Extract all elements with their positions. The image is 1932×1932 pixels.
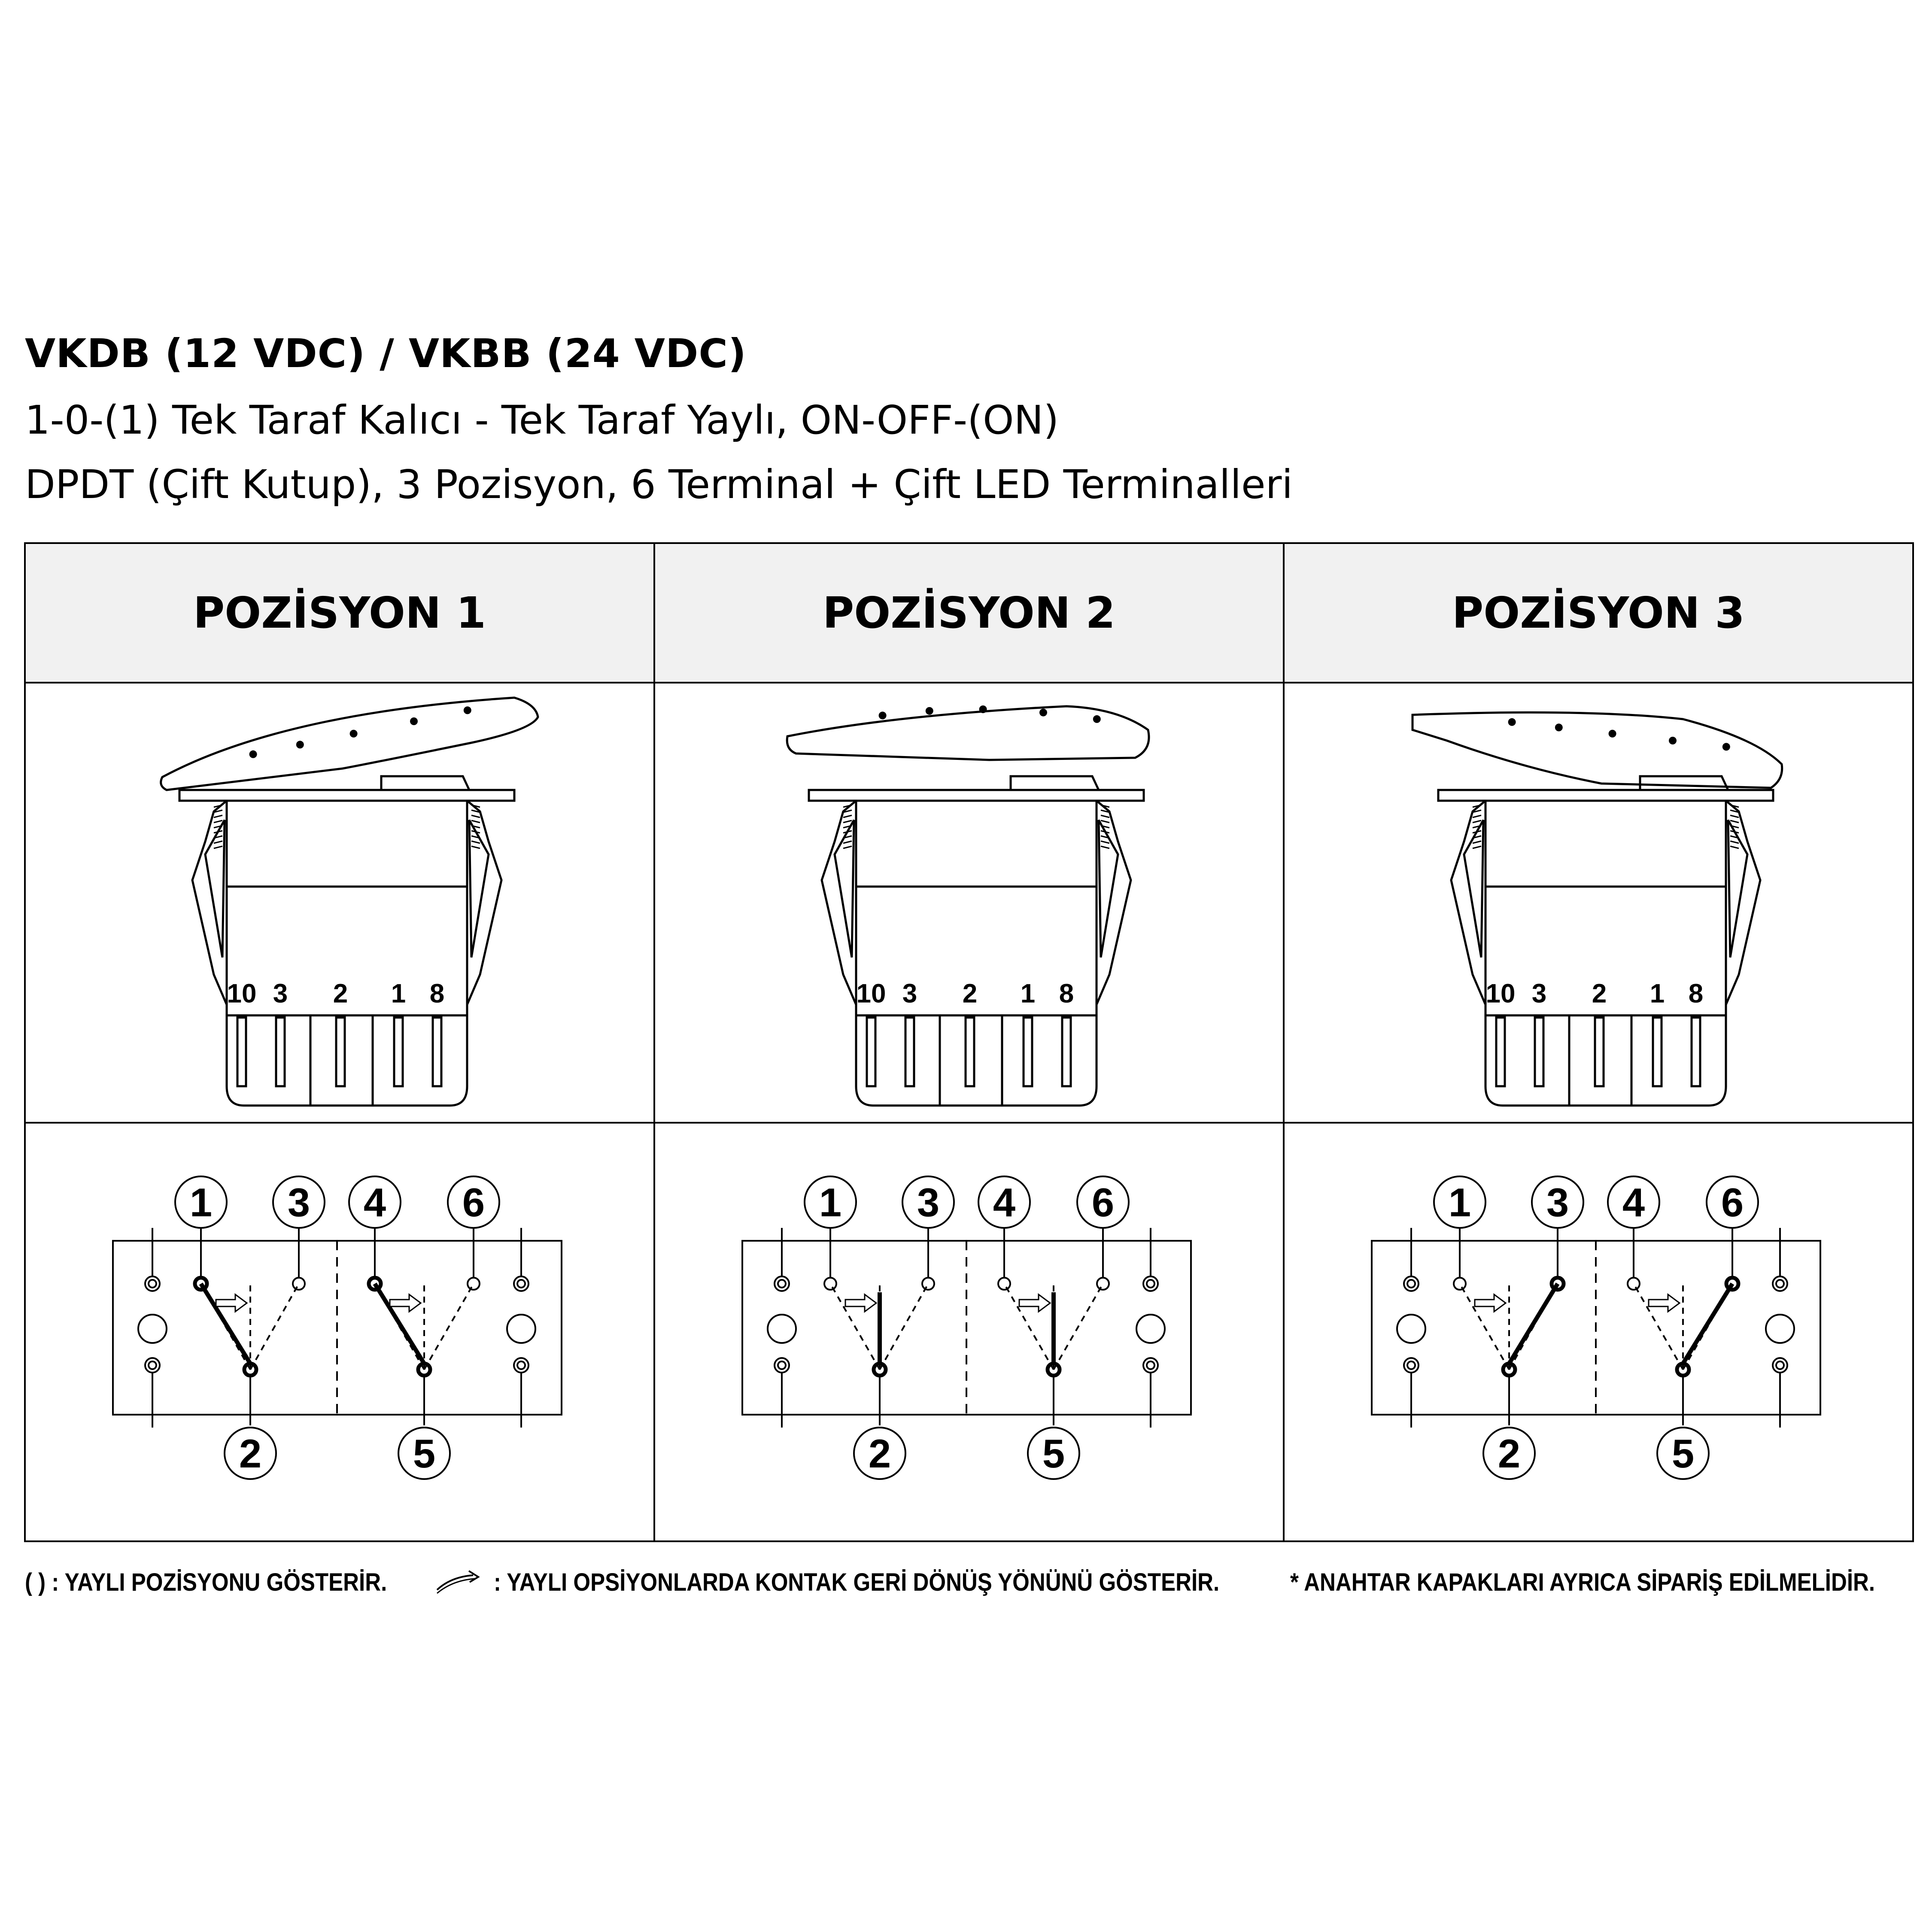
clip-serration xyxy=(1101,815,1109,817)
pin-label: 3 xyxy=(273,979,288,1009)
terminal-block xyxy=(856,1015,1097,1106)
terminal-number: 4 xyxy=(363,1180,386,1225)
cap-dot xyxy=(464,706,471,714)
clip-serration xyxy=(214,846,222,848)
terminal-number: 6 xyxy=(462,1180,485,1225)
switch-illustration xyxy=(161,698,538,1106)
pin-label: 3 xyxy=(902,979,917,1009)
pin-label: 8 xyxy=(429,979,445,1009)
terminal-number: 3 xyxy=(287,1180,310,1225)
terminal-number: 5 xyxy=(1671,1431,1695,1476)
clip-serration xyxy=(1473,846,1481,848)
terminal-blade xyxy=(1062,1018,1071,1086)
clip-serration xyxy=(214,841,222,843)
rocker-cap xyxy=(161,698,538,790)
pin-label: 10 xyxy=(1485,979,1516,1009)
terminal-number: 1 xyxy=(1448,1180,1471,1225)
bezel-flange xyxy=(179,790,514,801)
terminal-number: 5 xyxy=(1042,1431,1065,1476)
terminal-number: 4 xyxy=(1622,1180,1645,1225)
contact-terminal xyxy=(1097,1278,1109,1290)
position-3-cell xyxy=(1372,712,1820,1479)
terminal-blade xyxy=(1535,1018,1543,1086)
bezel-flange xyxy=(809,790,1144,801)
pin-label: 1 xyxy=(391,979,406,1009)
terminal-blade xyxy=(905,1018,914,1086)
cap-dot xyxy=(249,750,257,758)
terminal-blade xyxy=(433,1018,441,1086)
switch-illustration xyxy=(1413,712,1782,1106)
footer-note-spring: ( ) : YAYLI POZİSYONU GÖSTERİR. xyxy=(25,1568,387,1596)
pin-label: 1 xyxy=(1020,979,1036,1009)
contact-terminal xyxy=(468,1278,480,1290)
terminal-blade xyxy=(966,1018,974,1086)
terminal-number: 1 xyxy=(189,1180,213,1225)
position-1-cell xyxy=(113,698,562,1479)
schematic xyxy=(1372,1176,1820,1479)
terminal-block xyxy=(227,1015,467,1106)
terminal-number: 1 xyxy=(819,1180,842,1225)
cap-dot xyxy=(879,712,887,720)
terminal-blade xyxy=(1024,1018,1032,1086)
clip-serration xyxy=(843,841,852,843)
cap-dot xyxy=(1722,743,1730,750)
cap-dot xyxy=(1508,718,1516,726)
contact-terminal xyxy=(1628,1278,1640,1290)
pin-label: 8 xyxy=(1688,979,1704,1009)
terminal-number: 4 xyxy=(993,1180,1016,1225)
switch-config-line: DPDT (Çift Kutup), 3 Pozisyon, 6 Terminal + Çift LED Terminalleri xyxy=(25,462,1293,507)
position-2-header: POZİSYON 2 xyxy=(823,588,1115,638)
terminal-blade xyxy=(1496,1018,1505,1086)
spring-return-arrow-icon xyxy=(434,1569,481,1595)
clip-serration xyxy=(1101,846,1109,848)
pin-label: 2 xyxy=(962,979,978,1009)
clip-serration xyxy=(1101,820,1109,823)
clip-serration xyxy=(843,846,852,848)
cap-dot xyxy=(350,730,358,738)
schematic xyxy=(742,1176,1191,1479)
footer-note-caps: * ANAHTAR KAPAKLARI AYRICA SİPARİŞ EDİLMELİDİR. xyxy=(1290,1568,1875,1596)
pin-label: 10 xyxy=(856,979,886,1009)
terminal-number: 6 xyxy=(1091,1180,1115,1225)
terminal-number: 5 xyxy=(413,1431,436,1476)
pin-label: 2 xyxy=(1592,979,1607,1009)
clip-serration xyxy=(1473,841,1481,843)
actuator-pivot xyxy=(381,776,469,790)
contact-terminal xyxy=(293,1278,305,1290)
terminal-blade xyxy=(867,1018,875,1086)
clip-serration xyxy=(843,815,852,817)
clip-serration xyxy=(843,820,852,823)
terminal-number: 3 xyxy=(917,1180,940,1225)
actuator-pivot xyxy=(1011,776,1099,790)
terminal-blade xyxy=(237,1018,246,1086)
cap-dot xyxy=(979,705,987,713)
cap-dot xyxy=(1669,737,1677,744)
clip-serration xyxy=(1730,846,1739,848)
terminal-blade xyxy=(1653,1018,1662,1086)
terminal-blade xyxy=(394,1018,403,1086)
clip-serration xyxy=(1473,815,1481,817)
terminal-blade xyxy=(1595,1018,1604,1086)
terminal-block xyxy=(1485,1015,1726,1106)
footer-note-return: : YAYLI OPSİYONLARDA KONTAK GERİ DÖNÜŞ YÖNÜNÜ GÖSTERİR. xyxy=(494,1568,1220,1596)
position-3-header: POZİSYON 3 xyxy=(1452,588,1745,638)
rocker-cap xyxy=(787,706,1149,760)
switch-function-line: 1-0-(1) Tek Taraf Kalıcı - Tek Taraf Yaylı, ON-OFF-(ON) xyxy=(25,397,1059,443)
schematic xyxy=(113,1176,562,1479)
pin-label: 3 xyxy=(1531,979,1547,1009)
contact-terminal xyxy=(998,1278,1010,1290)
pin-label: 1 xyxy=(1649,979,1665,1009)
cap-dot xyxy=(1555,723,1563,731)
clip-serration xyxy=(1730,815,1739,817)
clip-serration xyxy=(1730,820,1739,823)
clip-serration xyxy=(471,841,480,843)
pin-label: 8 xyxy=(1059,979,1074,1009)
terminal-blade xyxy=(276,1018,285,1086)
clip-serration xyxy=(214,815,222,817)
terminal-blade xyxy=(336,1018,345,1086)
clip-serration xyxy=(1473,820,1481,823)
position-2-cell xyxy=(742,705,1191,1479)
bezel-flange xyxy=(1438,790,1773,801)
terminal-number: 6 xyxy=(1721,1180,1744,1225)
clip-serration xyxy=(214,820,222,823)
pin-label: 2 xyxy=(333,979,348,1009)
cap-dot xyxy=(296,741,304,748)
clip-serration xyxy=(1101,841,1109,843)
position-1-header: POZİSYON 1 xyxy=(193,588,486,638)
terminal-number: 3 xyxy=(1546,1180,1569,1225)
pin-label: 10 xyxy=(227,979,257,1009)
product-title: VKDB (12 VDC) / VKBB (24 VDC) xyxy=(25,331,747,377)
clip-serration xyxy=(1730,841,1739,843)
terminal-number: 2 xyxy=(239,1431,262,1476)
cap-dot xyxy=(926,707,933,715)
terminal-blade xyxy=(1692,1018,1700,1086)
cap-dot xyxy=(1039,709,1047,717)
contact-terminal xyxy=(922,1278,934,1290)
contact-terminal xyxy=(824,1278,836,1290)
terminal-number: 2 xyxy=(868,1431,891,1476)
clip-serration xyxy=(471,815,480,817)
cap-dot xyxy=(1609,730,1616,738)
cap-dot xyxy=(1093,715,1101,723)
clip-serration xyxy=(471,820,480,823)
clip-serration xyxy=(471,846,480,848)
cap-dot xyxy=(410,717,418,725)
contact-terminal xyxy=(1454,1278,1466,1290)
switch-illustration xyxy=(787,705,1149,1106)
terminal-number: 2 xyxy=(1498,1431,1521,1476)
